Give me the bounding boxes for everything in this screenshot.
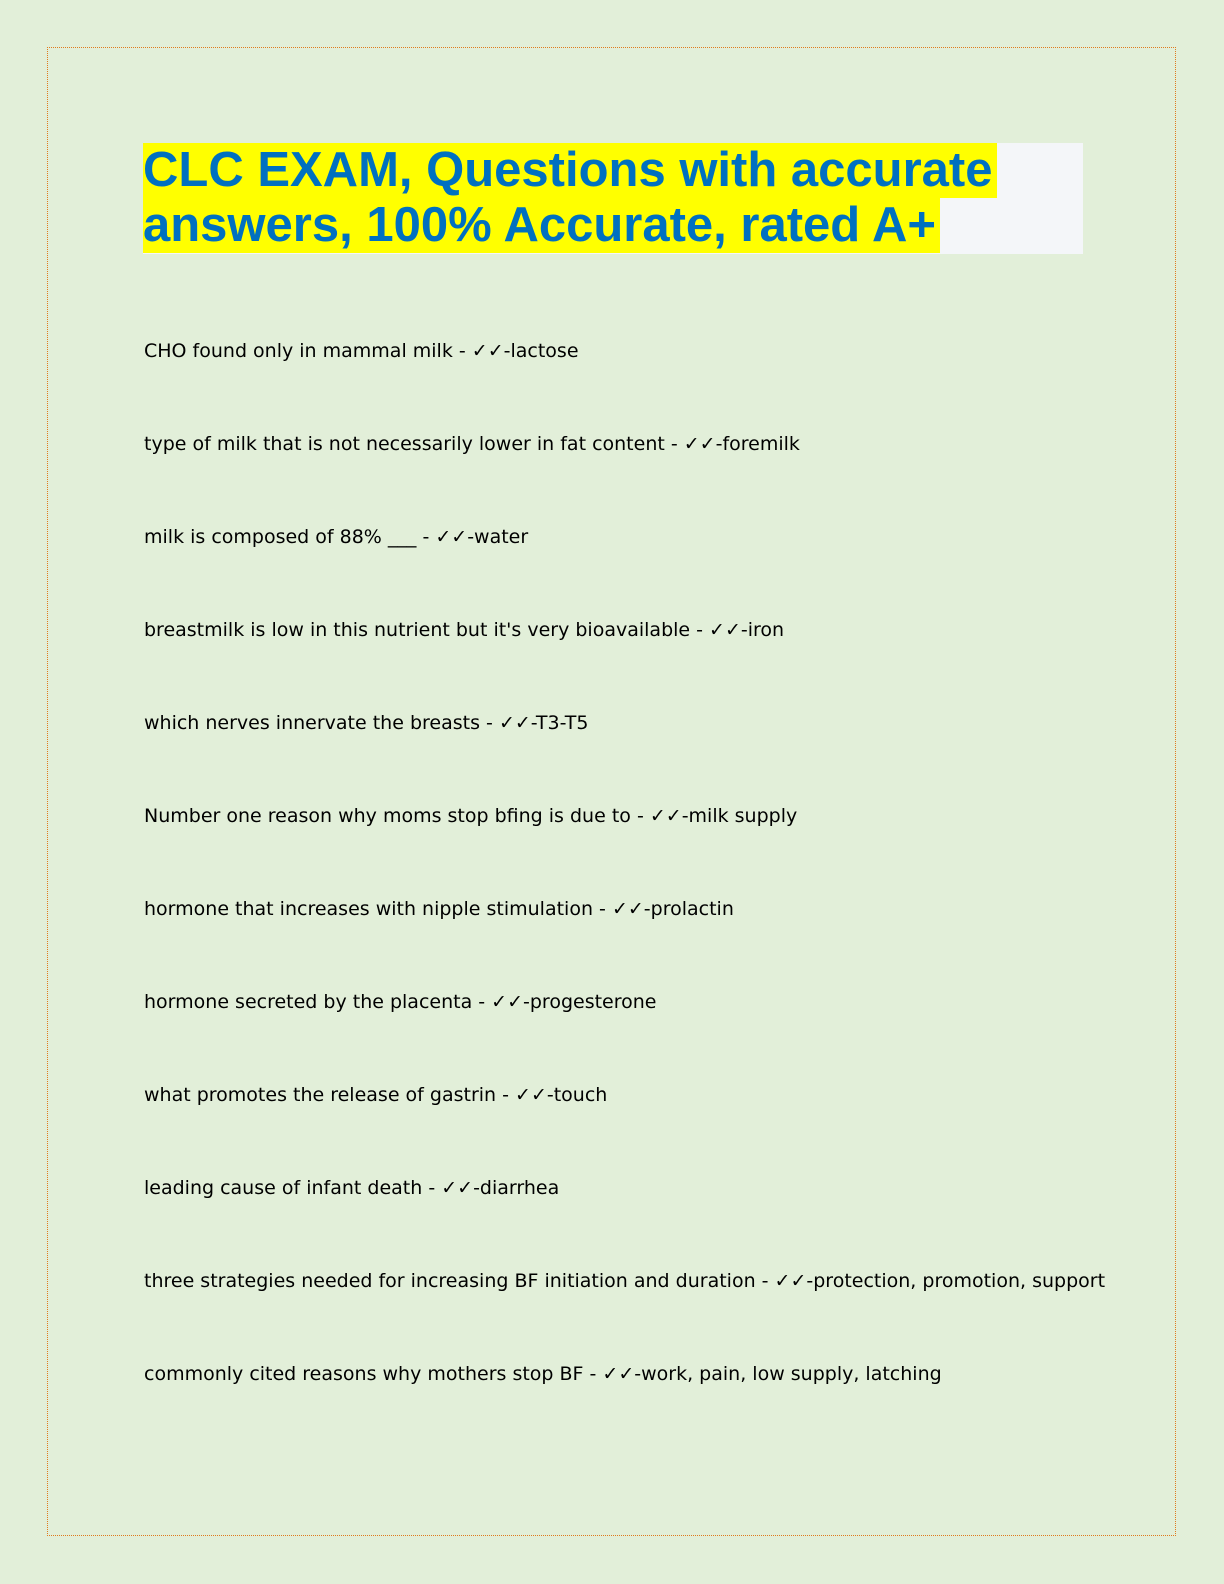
double-check-icon: ✓✓ bbox=[683, 433, 716, 455]
separator: - bbox=[416, 526, 436, 548]
double-check-icon: ✓✓ bbox=[709, 619, 741, 641]
separator: - bbox=[452, 340, 472, 362]
separator: - bbox=[690, 619, 710, 641]
qa-item bbox=[144, 712, 1104, 805]
answer-dash: - bbox=[523, 991, 530, 1013]
answer-dash: - bbox=[473, 1177, 480, 1199]
qa-item bbox=[144, 1270, 1104, 1363]
qa-item bbox=[144, 1084, 1104, 1177]
question-text: type of milk that is not necessarily lower in fat content bbox=[144, 433, 665, 455]
double-check-icon: ✓✓ bbox=[435, 526, 468, 548]
separator: - bbox=[480, 712, 499, 734]
qa-item bbox=[144, 1177, 1104, 1270]
answer-dash: - bbox=[634, 1363, 642, 1385]
question-answer-list bbox=[144, 340, 1104, 1456]
question-text: breastmilk is low in this nutrient but it's very bioavailable bbox=[144, 619, 691, 641]
double-check-icon: ✓✓ bbox=[441, 1177, 474, 1199]
answer-text: work, pain, low supply, latching bbox=[641, 1363, 942, 1385]
title-line-2: answers, 100% Accurate, rated A+ bbox=[143, 198, 940, 253]
qa-item bbox=[144, 433, 1104, 526]
answer-dash: - bbox=[806, 1270, 814, 1292]
question-text: Number one reason why moms stop bfing is due to bbox=[144, 805, 631, 827]
double-check-icon: ✓✓ bbox=[498, 712, 531, 734]
title-line-1: CLC EXAM, Questions with accurate bbox=[143, 143, 997, 198]
answer-dash: - bbox=[530, 712, 536, 734]
answer-text: T3-T5 bbox=[535, 712, 589, 734]
qa-item bbox=[144, 340, 1104, 433]
answer-text: progesterone bbox=[529, 991, 657, 1013]
qa-item bbox=[144, 526, 1104, 619]
answer-dash: - bbox=[503, 340, 511, 362]
answer-dash: - bbox=[740, 619, 748, 641]
answer-text: iron bbox=[747, 619, 785, 641]
question-text: what promotes the release of gastrin bbox=[144, 1084, 497, 1106]
double-check-icon: ✓✓ bbox=[649, 805, 682, 827]
answer-text: foremilk bbox=[722, 433, 800, 455]
separator: - bbox=[755, 1270, 775, 1292]
separator: - bbox=[583, 1363, 603, 1385]
answer-dash: - bbox=[643, 898, 651, 920]
double-check-icon: ✓✓ bbox=[611, 898, 644, 920]
separator: - bbox=[593, 898, 612, 920]
double-check-icon: ✓✓ bbox=[471, 340, 504, 362]
qa-item bbox=[144, 1363, 1104, 1456]
separator: - bbox=[496, 1084, 516, 1106]
document-title bbox=[143, 143, 1083, 254]
question-text: commonly cited reasons why mothers stop BF bbox=[144, 1363, 584, 1385]
qa-item bbox=[144, 991, 1104, 1084]
question-text: milk is composed of 88% ___ bbox=[144, 526, 417, 548]
question-text: hormone secreted by the placenta bbox=[144, 991, 473, 1013]
answer-text: lactose bbox=[510, 340, 579, 362]
question-text: CHO found only in mammal milk bbox=[144, 340, 453, 362]
answer-dash: - bbox=[715, 433, 723, 455]
answer-dash: - bbox=[681, 805, 689, 827]
question-text: which nerves innervate the breasts bbox=[144, 712, 480, 734]
answer-text: water bbox=[474, 526, 529, 548]
answer-text: diarrhea bbox=[479, 1177, 560, 1199]
answer-dash: - bbox=[467, 526, 475, 548]
answer-dash: - bbox=[546, 1084, 554, 1106]
separator: - bbox=[664, 433, 684, 455]
answer-text: milk supply bbox=[688, 805, 798, 827]
separator: - bbox=[422, 1177, 442, 1199]
answer-text: touch bbox=[553, 1084, 608, 1106]
question-text: three strategies needed for increasing BF initiation and duration bbox=[144, 1270, 756, 1292]
question-text: hormone that increases with nipple stimulation bbox=[144, 898, 593, 920]
double-check-icon: ✓✓ bbox=[515, 1084, 547, 1106]
double-check-icon: ✓✓ bbox=[774, 1270, 807, 1292]
qa-item bbox=[144, 898, 1104, 991]
qa-item bbox=[144, 805, 1104, 898]
double-check-icon: ✓✓ bbox=[602, 1363, 635, 1385]
separator: - bbox=[472, 991, 492, 1013]
answer-text: protection, promotion, support bbox=[813, 1270, 1106, 1292]
qa-item bbox=[144, 619, 1104, 712]
answer-text: prolactin bbox=[650, 898, 734, 920]
question-text: leading cause of infant death bbox=[144, 1177, 423, 1199]
double-check-icon: ✓✓ bbox=[491, 991, 524, 1013]
separator: - bbox=[630, 805, 650, 827]
